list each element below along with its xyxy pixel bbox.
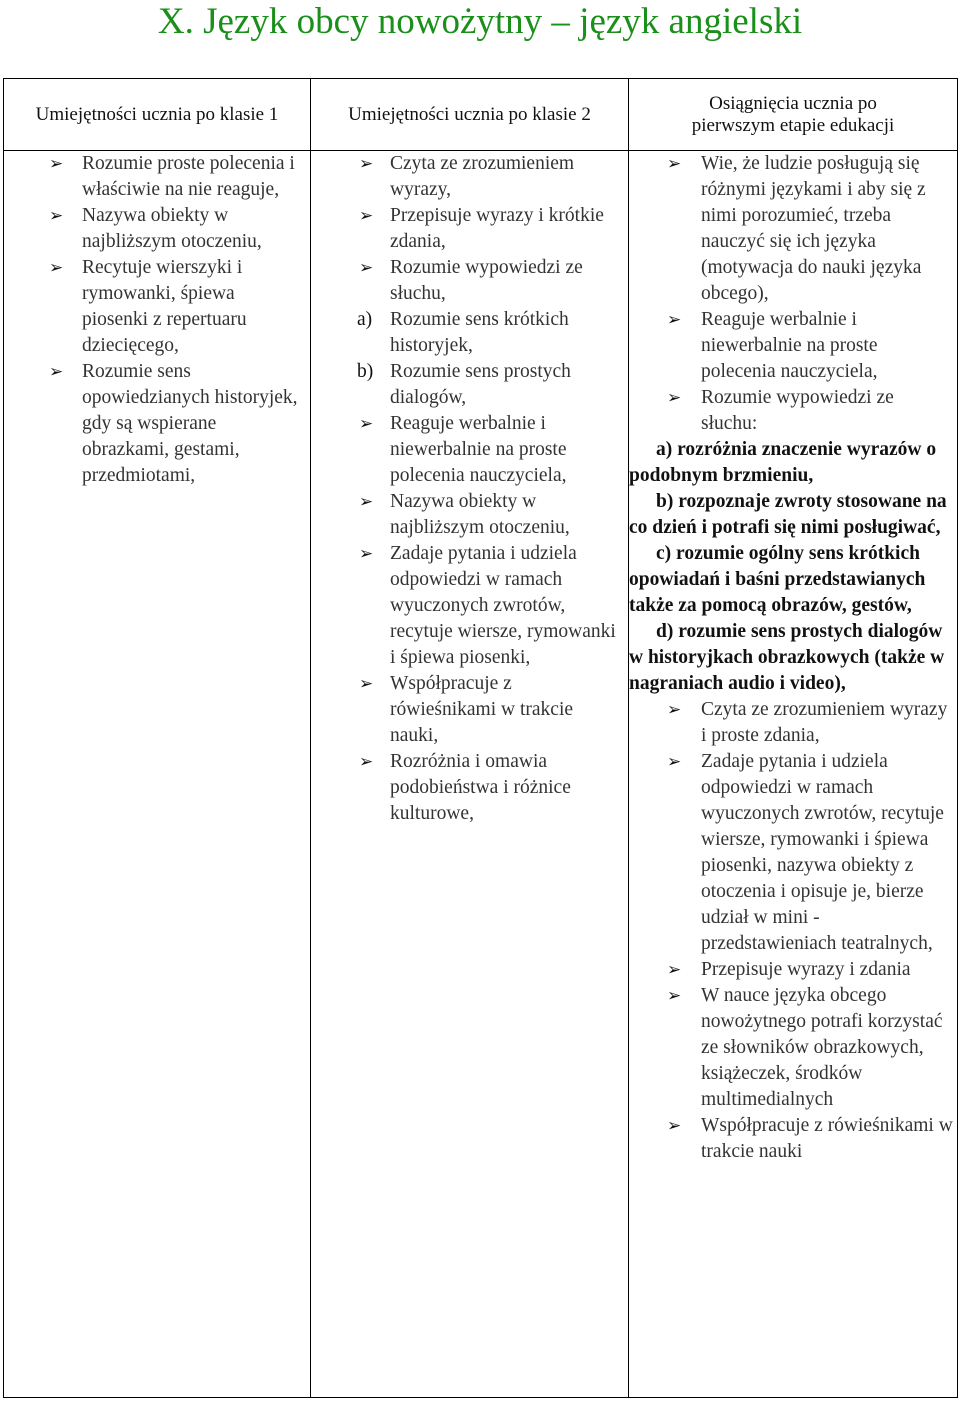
list-item: c) rozumie ogólny sens krótkich opowiadań i baśni przedstawianych także za pomocą obrazów, gestów, xyxy=(629,543,926,616)
list-item: b) rozpoznaje zwroty stosowane na co dzień i potrafi się nimi posługiwać, xyxy=(629,491,947,538)
list-item: ➢ Zadaje pytania i udziela odpowiedzi w ramach wyuczonych zwrotów, recytuje wiersze, rymowanki i śpiewa piosenki, nazywa obiekty z otoczenia i opisuje je, bierze udział w mini - przedstawieniach teatralnych, xyxy=(667,751,944,954)
arrow-bullet-icon: ➢ xyxy=(49,362,64,381)
arrow-bullet-icon: ➢ xyxy=(359,674,374,693)
list-item: ➢ Współpracuje z rówieśnikami w trakcie nauki, xyxy=(359,673,574,746)
list-letter-marker: a) xyxy=(357,309,373,330)
grade-2-skills-list xyxy=(311,151,628,827)
arrow-bullet-icon: ➢ xyxy=(359,258,374,277)
header-grade-1: Umiejętności ucznia po klasie 1 xyxy=(4,79,311,151)
list-item: ➢ Rozumie proste polecenia i właściwie na nie reaguje, xyxy=(49,153,295,200)
arrow-bullet-icon: ➢ xyxy=(667,310,682,329)
list-item: ➢ W nauce języka obcego nowożytnego potrafi korzystać ze słowników obrazkowych, książeczek, środków multimedialnych xyxy=(667,985,943,1110)
list-letter-marker: b) xyxy=(357,361,374,382)
arrow-bullet-icon: ➢ xyxy=(49,258,64,277)
grade-1-skills-list xyxy=(4,151,310,489)
page-title: X. Język obcy nowożytny – język angielski xyxy=(157,1,803,42)
arrow-bullet-icon: ➢ xyxy=(49,206,64,225)
list-item: ➢ Nazywa obiekty w najbliższym otoczeniu, xyxy=(49,205,262,252)
grade-2-skills-cell xyxy=(311,151,629,1398)
arrow-bullet-icon: ➢ xyxy=(359,414,374,433)
arrow-bullet-icon: ➢ xyxy=(667,986,682,1005)
list-item: a) Rozumie sens krótkich historyjek, xyxy=(357,309,569,356)
list-item: ➢ Zadaje pytania i udziela odpowiedzi w ramach wyuczonych zwrotów, recytuje wiersze, rymowanki i śpiewa piosenki, xyxy=(359,543,616,668)
arrow-bullet-icon: ➢ xyxy=(667,1116,682,1135)
header-grade-2: Umiejętności ucznia po klasie 2 xyxy=(311,79,629,151)
header-stage-outcomes: Osiągnięcia ucznia po pierwszym etapie edukacji xyxy=(629,79,958,151)
stage-outcomes-list xyxy=(629,151,957,1165)
list-item: ➢ Przepisuje wyrazy i zdania xyxy=(629,957,957,983)
arrow-bullet-icon: ➢ xyxy=(667,154,682,173)
list-item: ➢ Wie, że ludzie posługują się różnymi językami i aby się z nimi porozumieć, trzeba nauczyć się ich języka (motywacja do nauki języka obcego), xyxy=(667,153,926,304)
arrow-bullet-icon: ➢ xyxy=(667,388,682,407)
list-letter-marker: d) xyxy=(656,621,674,642)
list-item: ➢ Przepisuje wyrazy i krótkie zdania, xyxy=(359,205,604,252)
arrow-bullet-icon: ➢ xyxy=(667,700,682,719)
table-body-row xyxy=(4,151,958,1398)
arrow-bullet-icon: ➢ xyxy=(359,154,374,173)
arrow-bullet-icon: ➢ xyxy=(359,492,374,511)
curriculum-table xyxy=(3,78,958,1398)
arrow-bullet-icon: ➢ xyxy=(359,544,374,563)
list-item: ➢ Recytuje wierszyki i rymowanki, śpiewa piosenki z repertuaru dziecięcego, xyxy=(49,257,247,356)
arrow-bullet-icon: ➢ xyxy=(49,154,64,173)
list-item: ➢ Reaguje werbalnie i niewerbalnie na proste polecenia nauczyciela, xyxy=(667,309,878,382)
arrow-bullet-icon: ➢ xyxy=(359,752,374,771)
table-header-row xyxy=(4,79,958,151)
grade-1-skills-cell xyxy=(4,151,311,1398)
list-item: ➢ Rozróżnia i omawia podobieństwa i różnice kulturowe, xyxy=(359,751,571,824)
list-item: ➢ Reaguje werbalnie i niewerbalnie na proste polecenia nauczyciela, xyxy=(359,413,567,486)
stage-outcomes-cell xyxy=(629,151,958,1398)
list-item: a) rozróżnia znaczenie wyrazów o podobnym brzmieniu, xyxy=(629,439,937,486)
arrow-bullet-icon: ➢ xyxy=(359,206,374,225)
list-letter-marker: c) xyxy=(656,543,672,564)
list-letter-marker: b) xyxy=(656,491,674,512)
list-letter-marker: a) xyxy=(656,439,673,460)
list-item: ➢ Rozumie sens opowiedzianych historyjek, gdy są wspierane obrazkami, gestami, przedmiotami, xyxy=(49,361,298,486)
list-item: ➢ Współpracuje z rówieśnikami w trakcie nauki xyxy=(667,1115,953,1162)
list-item: ➢ Czyta ze zrozumieniem wyrazy, xyxy=(359,153,575,200)
list-item: b) Rozumie sens prostych dialogów, xyxy=(357,361,571,408)
list-item: d) rozumie sens prostych dialogów w historyjkach obrazkowych (także w nagraniach audio i video), xyxy=(629,621,945,694)
list-item: ➢ Rozumie wypowiedzi ze słuchu: xyxy=(667,387,894,434)
list-item: ➢ Nazywa obiekty w najbliższym otoczeniu, xyxy=(359,491,570,538)
list-item: ➢ Rozumie wypowiedzi ze słuchu, xyxy=(359,257,583,304)
arrow-bullet-icon: ➢ xyxy=(667,960,682,979)
list-item: ➢ Czyta ze zrozumieniem wyrazy i proste zdania, xyxy=(667,699,948,746)
arrow-bullet-icon: ➢ xyxy=(667,752,682,771)
